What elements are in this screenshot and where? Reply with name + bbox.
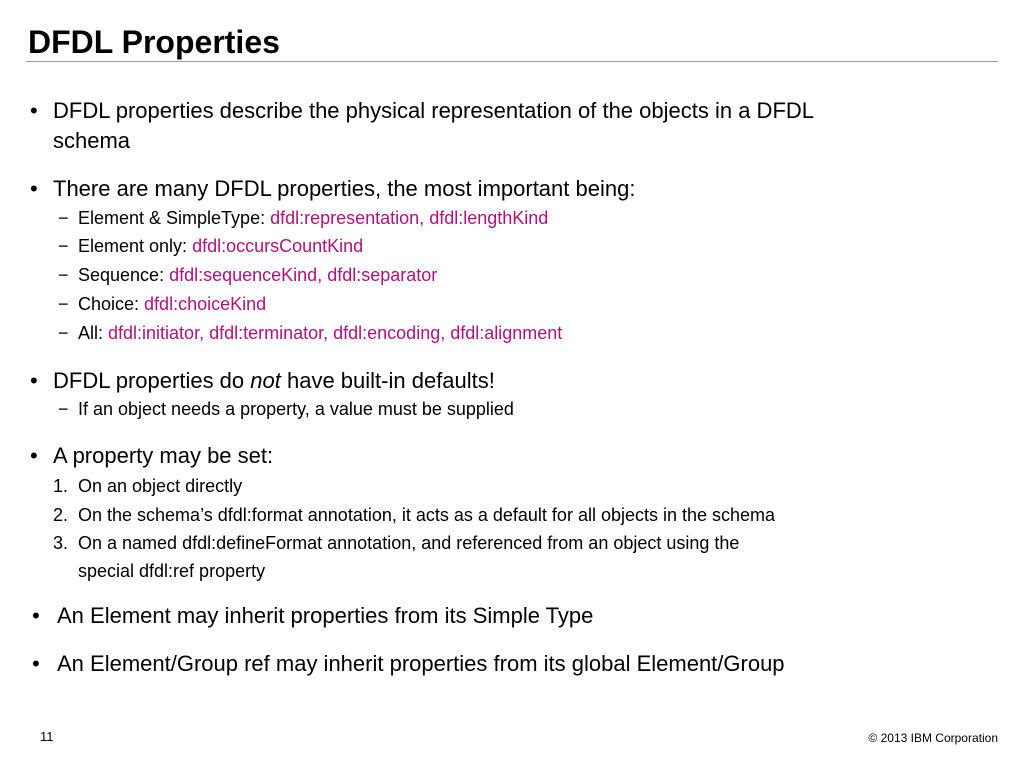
page-number: 11 [40, 729, 54, 744]
sub-item-label: Element & SimpleType: [78, 208, 271, 228]
bullet-text: schema [53, 128, 131, 153]
sub-item-value: dfdl:choiceKind [144, 294, 267, 314]
item-text: On a named dfdl:defineFormat annotation, and referenced from an object using the [78, 533, 740, 553]
sub-item-value: dfdl:occursCountKind [192, 236, 364, 256]
dash-marker: − [58, 236, 69, 256]
copyright-notice: © 2013 IBM Corporation [868, 731, 998, 745]
item-number: 2. [53, 505, 69, 525]
bullet-dot: • [32, 603, 40, 628]
slide-title: DFDL Properties [28, 24, 280, 60]
sub-item-text [78, 204, 548, 232]
sub-item-text [78, 319, 562, 347]
dash-marker: − [58, 323, 69, 343]
sub-item-text [78, 261, 437, 289]
bullet-text: There are many DFDL properties, the most important being: [53, 176, 636, 201]
bullet-text: DFDL properties describe the physical representation of the objects in a DFDL [53, 98, 815, 123]
sub-item-value: dfdl:initiator, dfdl:terminator, dfdl:encoding, dfdl:alignment [108, 323, 563, 343]
bullet-dot: • [30, 443, 38, 468]
bullet-dot: • [30, 98, 38, 123]
title-divider [26, 61, 998, 62]
sub-item-label: All: [78, 323, 109, 343]
bullet-dot: • [32, 651, 40, 676]
bullet-text: An Element may inherit properties from its Simple Type [57, 603, 594, 628]
sub-item-value: dfdl:sequenceKind, dfdl:separator [169, 265, 438, 285]
bullet-text: An Element/Group ref may inherit properties from its global Element/Group [57, 651, 785, 676]
item-number: 1. [53, 476, 69, 496]
item-text: On an object directly [78, 476, 243, 496]
item-text: special dfdl:ref property [78, 561, 266, 581]
bullet-dot: • [30, 368, 38, 393]
bullet-text-pre: DFDL properties do [53, 368, 251, 393]
sub-item-label: Sequence: [78, 265, 170, 285]
item-number: 3. [53, 533, 69, 553]
bullet-text [53, 366, 495, 396]
dash-marker: − [58, 294, 69, 314]
dash-marker: − [58, 265, 69, 285]
bullet-dot: • [30, 176, 38, 201]
bullet-text-emphasis: not [250, 368, 281, 393]
dash-marker: − [58, 208, 69, 228]
sub-item-text: If an object needs a property, a value must be supplied [78, 399, 514, 419]
bullet-text-post: have built-in defaults! [280, 368, 495, 393]
dash-marker: − [58, 399, 69, 419]
sub-item-text [78, 232, 363, 260]
item-text: On the schema’s dfdl:format annotation, it acts as a default for all objects in the schema [78, 505, 776, 525]
sub-item-value: dfdl:representation, dfdl:lengthKind [270, 208, 549, 228]
bullet-text: A property may be set: [53, 443, 274, 468]
sub-item-text [78, 290, 266, 318]
sub-item-label: Element only: [78, 236, 193, 256]
sub-item-label: Choice: [78, 294, 145, 314]
